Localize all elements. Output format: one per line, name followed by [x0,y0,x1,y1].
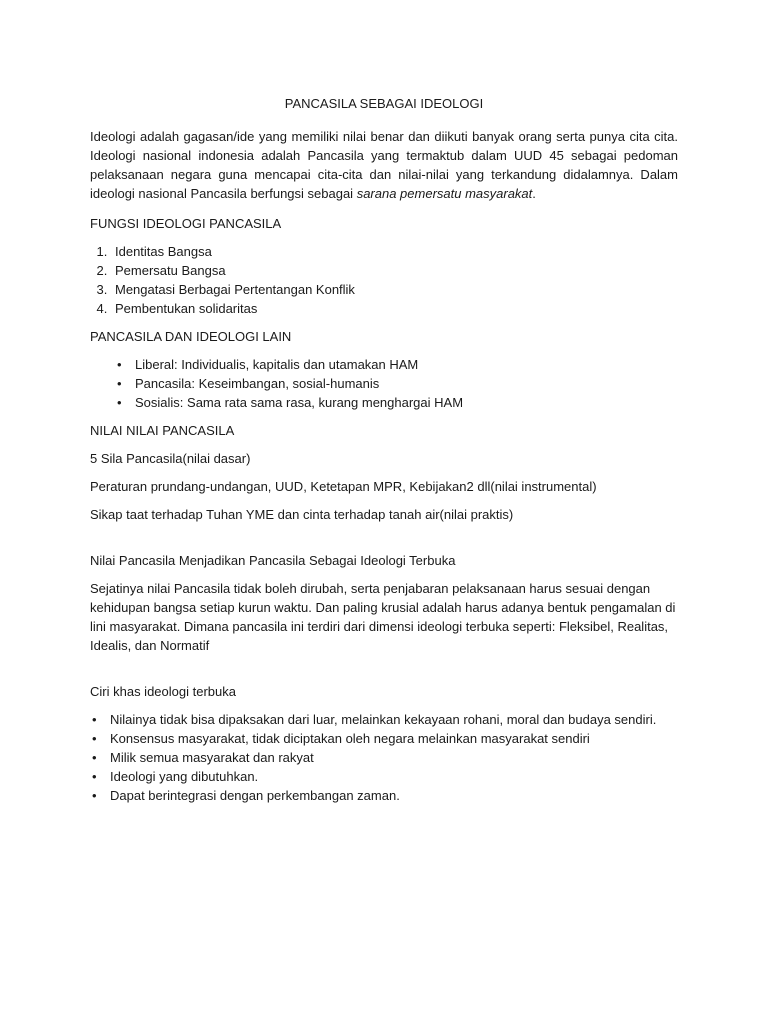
ideologi-lain-list [90,355,678,412]
ideologi-lain-heading: PANCASILA DAN IDEOLOGI LAIN [90,329,292,344]
list-item: • Pancasila: Keseimbangan, sosial-humanis [90,374,678,393]
list-item: • Ideologi yang dibutuhkan. [90,767,678,786]
nilai-line: 5 Sila Pancasila(nilai dasar) [90,451,251,466]
ciri-heading: Ciri khas ideologi terbuka [90,684,236,699]
document-title: PANCASILA SEBAGAI IDEOLOGI [284,96,484,111]
list-item: 1. Identitas Bangsa [111,242,678,261]
fungsi-heading: FUNGSI IDEOLOGI PANCASILA [90,216,282,231]
nilai-line: Sikap taat terhadap Tuhan YME dan cinta terhadap tanah air(nilai praktis) [90,507,514,522]
terbuka-heading: Nilai Pancasila Menjadikan Pancasila Sebagai Ideologi Terbuka [90,553,456,568]
intro-paragraph [90,127,678,203]
list-item: 3. Mengatasi Berbagai Pertentangan Konflik [111,280,678,299]
list-item: • Milik semua masyarakat dan rakyat [90,748,678,767]
list-item: 2. Pemersatu Bangsa [111,261,678,280]
terbuka-paragraph: Sejatinya nilai Pancasila tidak boleh dirubah, serta penjabaran pelaksanaan harus sesuai dengan kehidupan bangsa setiap kurun waktu. Dan paling krusial adalah harus adanya bentuk pengamalan di lini masyarakat. Dimana pancasila ini terdiri dari dimensi ideologi terbuka seperti: Fleksibel, Realitas, Idealis, dan Normatif [90,581,676,653]
list-item: • Dapat berintegrasi dengan perkembangan zaman. [90,786,678,805]
nilai-heading: NILAI NILAI PANCASILA [90,423,235,438]
list-item: • Nilainya tidak bisa dipaksakan dari luar, melainkan kekayaan rohani, moral dan budaya sendiri. [90,710,678,729]
intro-end: . [532,186,536,201]
document-body [90,94,678,805]
intro-text: Ideologi adalah gagasan/ide yang memiliki nilai benar dan diikuti banyak orang serta punya cita cita. Ideologi nasional indonesia adalah Pancasila yang termaktub dalam UUD 45 sebagai pedoman pelaksanaan negara guna mencapai cita-cita dan nilai-nilai yang terkandung didalamnya. Dalam ideologi nasional Pancasila berfungsi sebagai [90,129,678,201]
fungsi-list [90,242,678,318]
list-item: • Konsensus masyarakat, tidak diciptakan oleh negara melainkan masyarakat sendiri [90,729,678,748]
list-item: • Sosialis: Sama rata sama rasa, kurang menghargai HAM [90,393,678,412]
ciri-list [90,710,678,805]
intro-italic: sarana pemersatu masyarakat [356,186,533,201]
list-item: 4. Pembentukan solidaritas [111,299,678,318]
list-item: • Liberal: Individualis, kapitalis dan utamakan HAM [90,355,678,374]
nilai-line: Peraturan prundang-undangan, UUD, Ketetapan MPR, Kebijakan2 dll(nilai instrumental) [90,479,597,494]
